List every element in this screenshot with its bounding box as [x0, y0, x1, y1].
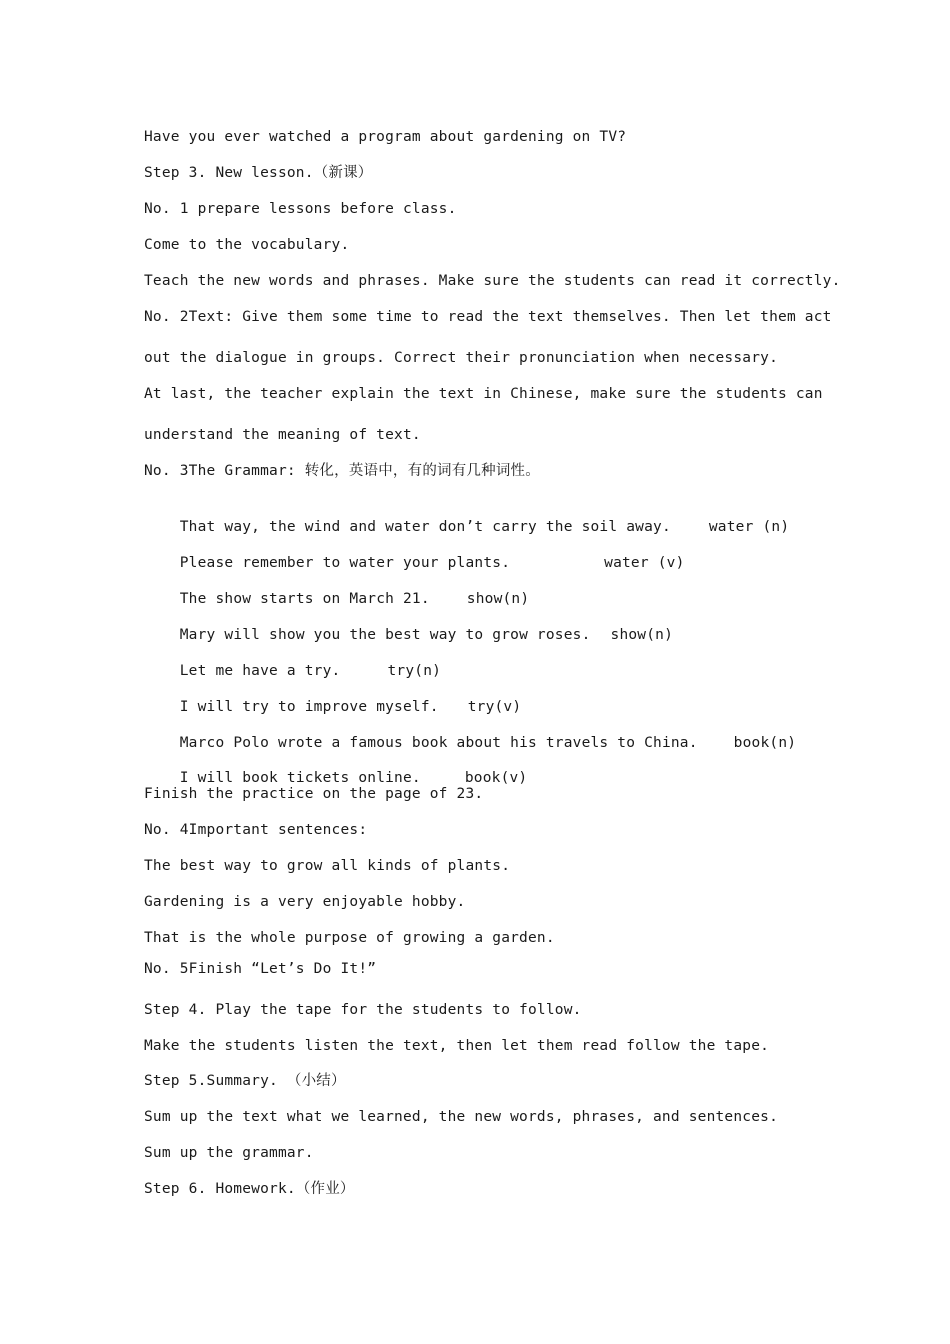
grammar-heading: No. 3The Grammar: 转化，英语中，有的词有几种词性。 [144, 463, 540, 479]
text-line: out the dialogue in groups. Correct their pronunciation when necessary. [144, 350, 779, 366]
example-sentence: Let me have a try. [179, 663, 341, 679]
text-line: No. 2Text: Give them some time to read the text themselves. Then let them act [144, 309, 832, 325]
text-line: Gardening is a very enjoyable hobby. [144, 894, 466, 910]
text-line: Finish the practice on the page of 23. [144, 786, 484, 802]
word-class-tag: try(n) [387, 663, 442, 679]
example-sentence: The show starts on March 21. [179, 591, 430, 607]
example-sentence: I will book tickets online. [179, 770, 421, 786]
text-line: Teach the new words and phrases. Make sure the students can read it correctly. [144, 273, 841, 289]
text-line: Sum up the text what we learned, the new words, phrases, and sentences. [144, 1109, 779, 1125]
word-class-tag: book(v) [464, 770, 528, 786]
text-line: understand the meaning of text. [144, 427, 421, 443]
word-class-tag: water (n) [708, 519, 790, 535]
step-heading: Step 4. Play the tape for the students to follow. [144, 1002, 582, 1018]
text-line: No. 1 prepare lessons before class. [144, 201, 457, 217]
text-line: Make the students listen the text, then let them read follow the tape. [144, 1038, 770, 1054]
example-sentence: Please remember to water your plants. [179, 555, 511, 571]
step-heading: Step 6. Homework.（作业） [144, 1181, 355, 1197]
step-heading: Step 3. New lesson.（新课） [144, 165, 373, 181]
example-sentence: Marco Polo wrote a famous book about his travels to China. [179, 735, 698, 751]
word-class-tag: try(v) [467, 699, 522, 715]
step-heading: Step 5.Summary. （小结） [144, 1073, 346, 1089]
example-sentence: Mary will show you the best way to grow roses. [179, 627, 591, 643]
word-class-tag: book(n) [733, 735, 797, 751]
example-sentence: That way, the wind and water don’t carry the soil away. [179, 519, 671, 535]
text-line: Sum up the grammar. [144, 1145, 314, 1161]
word-class-tag: water (v) [604, 555, 685, 571]
word-class-tag: show(n) [466, 591, 530, 607]
text-line: At last, the teacher explain the text in Chinese, make sure the students can [144, 386, 823, 402]
text-line: That is the whole purpose of growing a garden. [144, 930, 555, 946]
text-line: Come to the vocabulary. [144, 237, 350, 253]
example-sentence: I will try to improve myself. [179, 699, 439, 715]
text-line: The best way to grow all kinds of plants. [144, 858, 511, 874]
text-line: No. 5Finish “Let’s Do It!” [144, 961, 377, 977]
text-line: No. 4Important sentences: [144, 822, 368, 838]
text-line: Have you ever watched a program about gardening on TV? [144, 129, 627, 145]
word-class-tag: show(n) [610, 627, 674, 643]
